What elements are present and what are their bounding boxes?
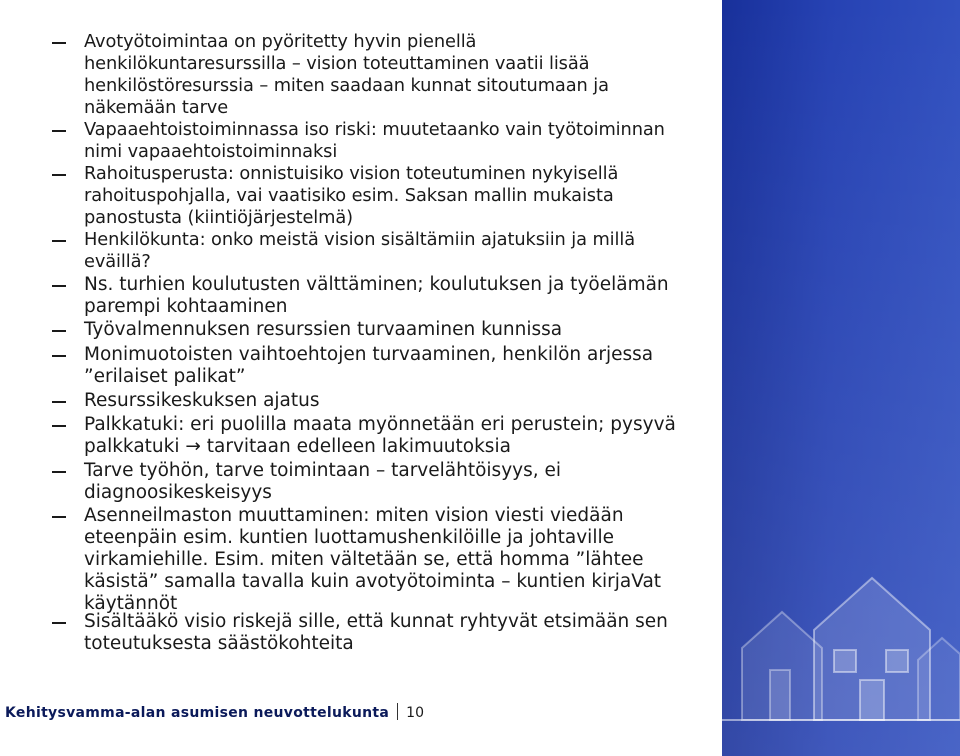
bullet-text: Henkilökunta: onko meistä vision sisältämiin ajatuksiin ja millä eväillä?	[84, 229, 635, 272]
bullet-text: Palkkatuki: eri puolilla maata myönnetään eri perustein; pysyvä palkkatuki → tarvitaan edelleen lakimuutoksia	[84, 414, 676, 457]
dash-bullet	[52, 471, 66, 473]
dash-bullet	[52, 240, 66, 242]
bullet-text: Tarve työhön, tarve toimintaan – tarvelähtöisyys, ei diagnoosikeskeisyys	[84, 460, 562, 503]
footer-separator	[397, 703, 398, 720]
houses-illustration	[722, 0, 960, 756]
page-number: 10	[406, 705, 424, 721]
dash-bullet	[52, 174, 66, 176]
dash-bullet	[52, 42, 66, 44]
bullet-text: Monimuotoisten vaihtoehtojen turvaaminen, henkilön arjessa ”erilaiset palikat”	[84, 344, 654, 387]
bullet-text: Asenneilmaston muuttaminen: miten vision viesti viedään eteenpäin esim. kuntien luottamushenkilöille ja johtaville virkamiehille. Esim. miten vältetään se, että homma ”lähtee käsistä” samalla tavalla kuin avotyötoiminta – kuntien kirjaVat käytännöt	[84, 505, 662, 614]
decorative-side-panel	[722, 0, 960, 756]
dash-bullet	[52, 516, 66, 518]
dash-bullet	[52, 622, 66, 624]
bullet-text: Ns. turhien koulutusten välttäminen; koulutuksen ja työelämän parempi kohtaaminen	[84, 274, 669, 317]
dash-bullet	[52, 401, 66, 403]
dash-bullet	[52, 285, 66, 287]
bullet-text: Avotyötoimintaa on pyöritetty hyvin pienellä henkilökuntaresurssilla – vision toteuttaminen vaatii lisää henkilöstöresurssia – miten saadaan kunnat sitoutumaan ja näkemään tarve	[84, 31, 609, 118]
bullet-text: Työvalmennuksen resurssien turvaaminen kunnissa	[84, 319, 563, 340]
footer-title: Kehitysvammа-alan asumisen neuvottelukunta	[5, 705, 390, 721]
bullet-text: Rahoitusperusta: onnistuisiko vision toteutuminen nykyisellä rahoituspohjalla, vai vaatisiko esim. Saksan mallin mukaista panostusta (kiintiöjärjestelmä)	[84, 163, 619, 228]
dash-bullet	[52, 130, 66, 132]
bullet-text: Resurssikeskuksen ajatus	[84, 390, 320, 411]
bullet-text: Sisältääkö visio riskejä sille, että kunnat ryhtyvät etsimään sen toteutuksesta säästökohteita	[84, 611, 668, 654]
dash-bullet	[52, 425, 66, 427]
bullet-text: Vapaaehtoistoiminnassa iso riski: muutetaanko vain työtoiminnan nimi vapaaehtoistoiminnaksi	[84, 119, 665, 162]
dash-bullet	[52, 355, 66, 357]
footer	[5, 702, 424, 724]
dash-bullet	[52, 330, 66, 332]
